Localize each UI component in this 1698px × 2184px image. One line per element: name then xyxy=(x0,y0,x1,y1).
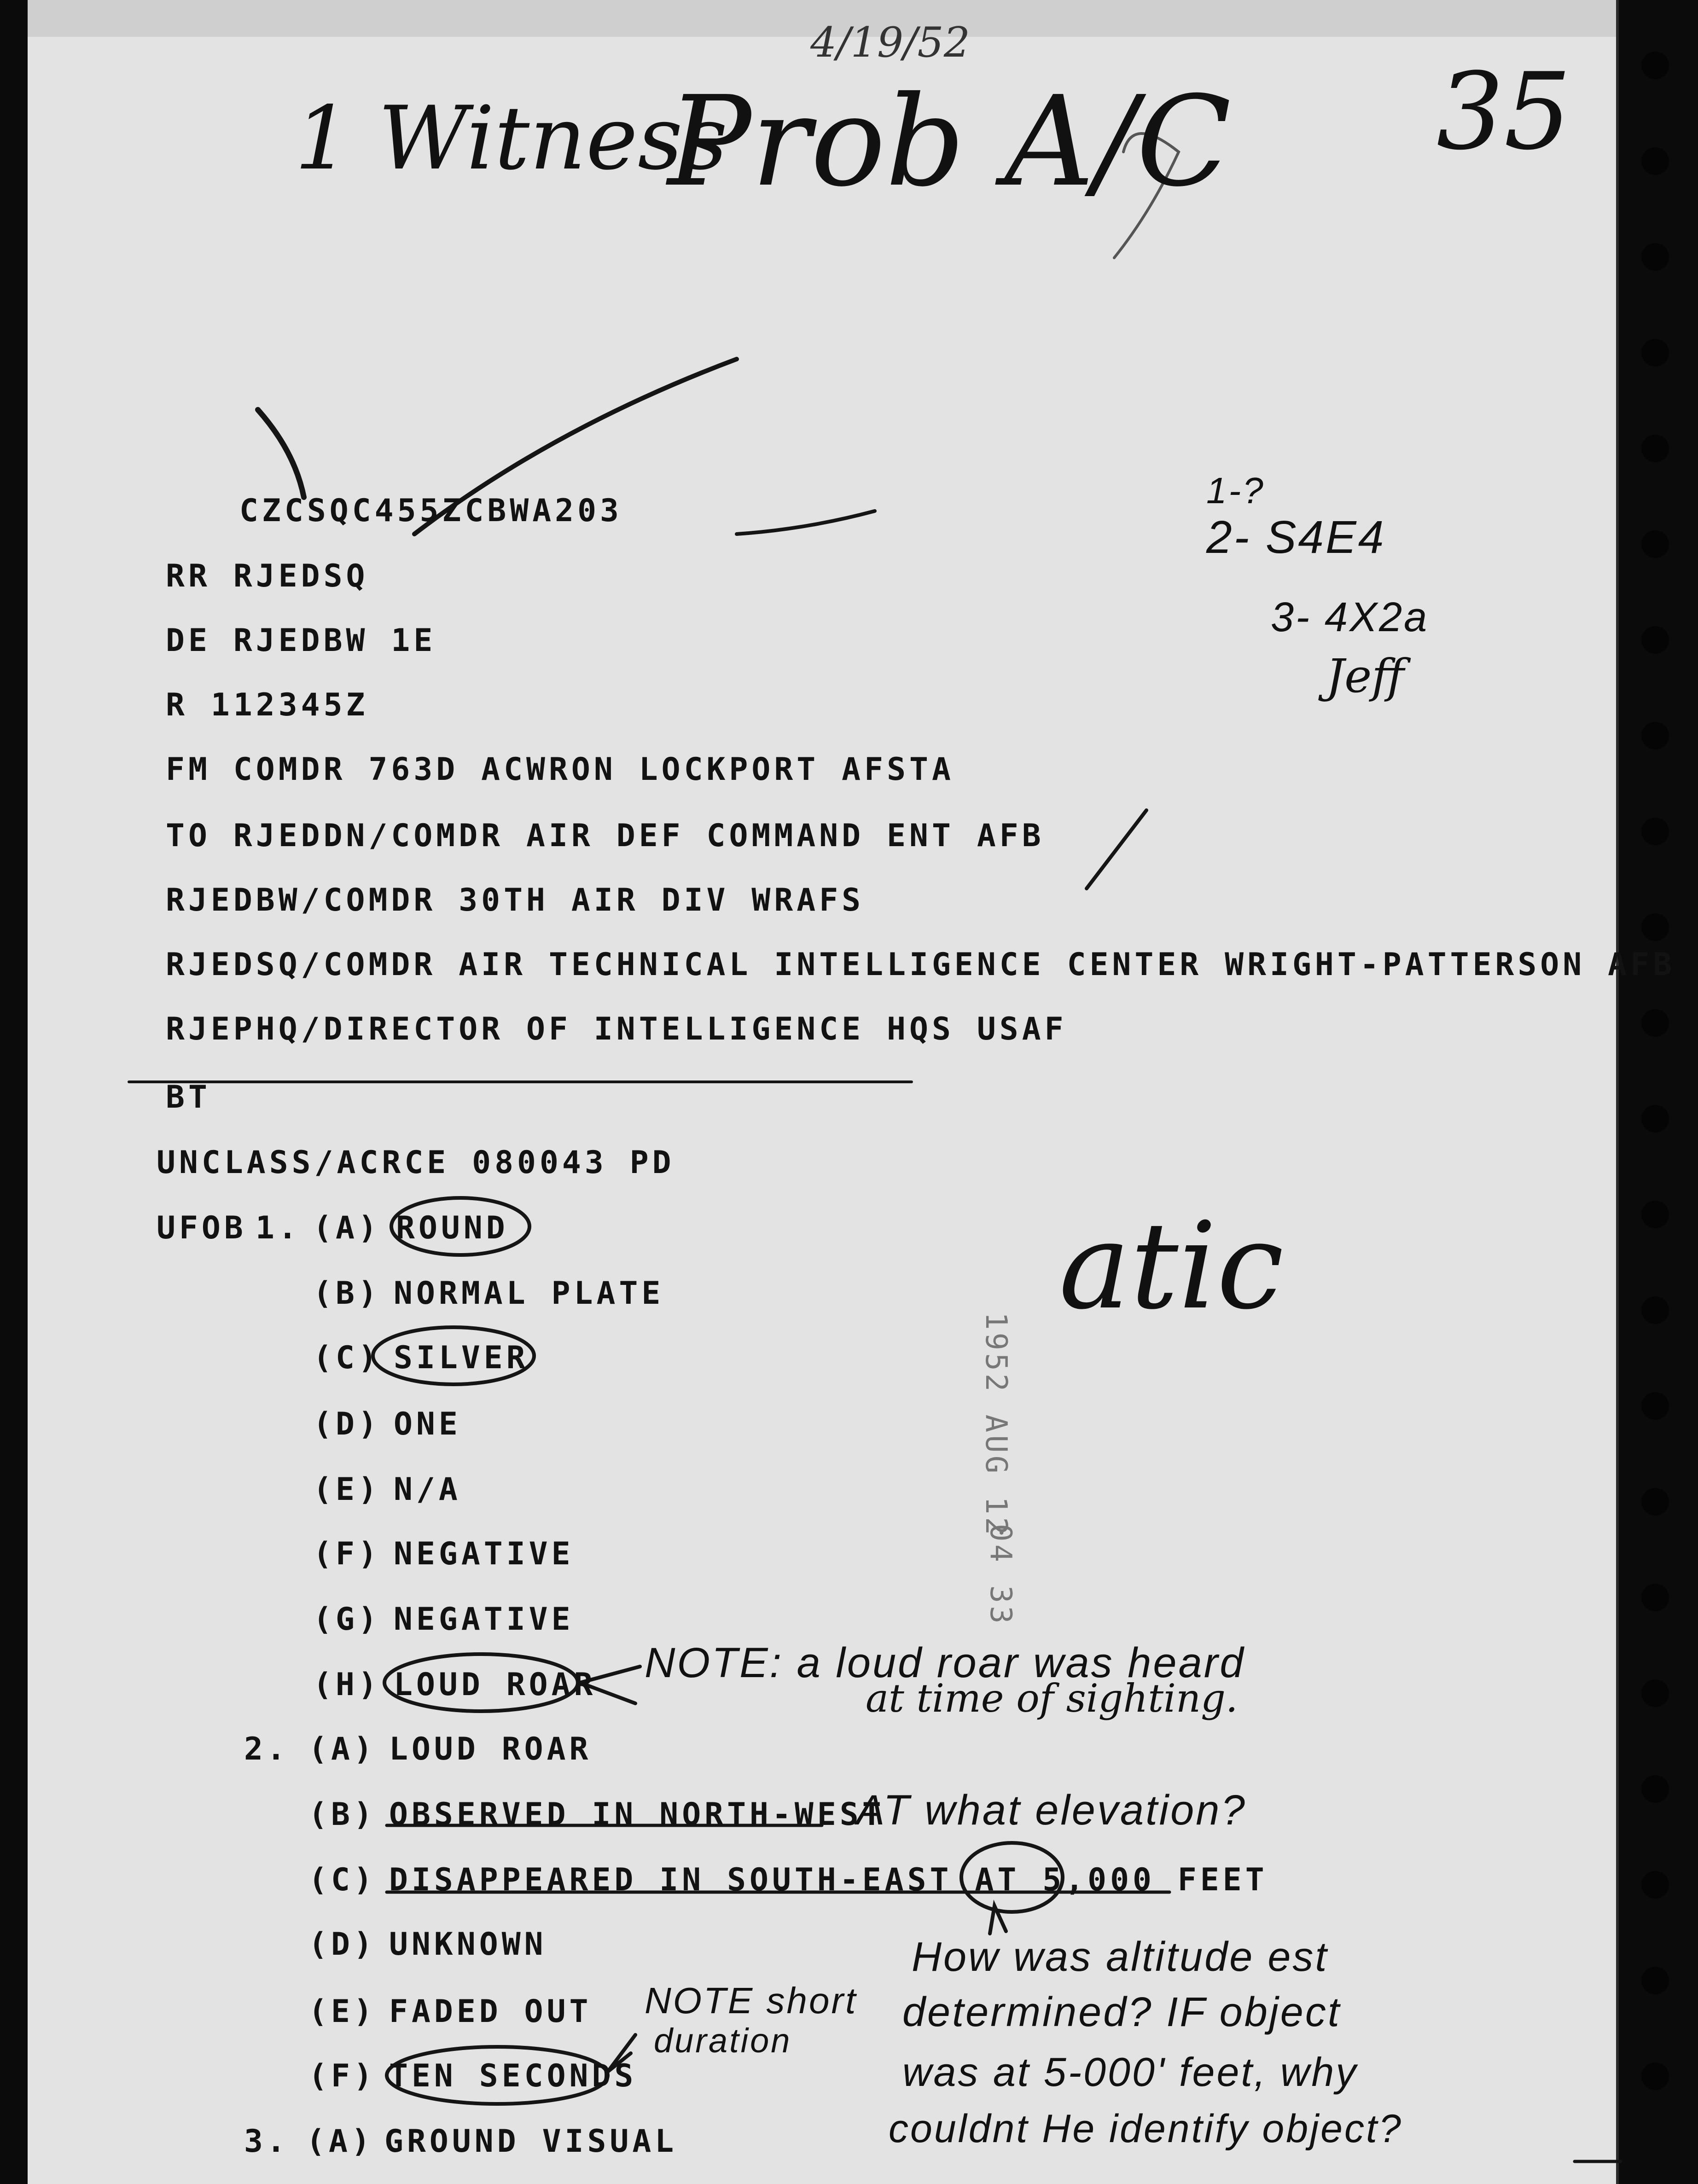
note-altitude-line-4: couldnt He identify object? xyxy=(889,2107,1403,2151)
item-2a-label: (A) xyxy=(308,1731,376,1767)
handwritten-atic: atic xyxy=(1059,1197,1284,1336)
from-line: FM COMDR 763D ACWRON LOCKPORT AFSTA xyxy=(166,751,954,788)
received-date-stamp: 1952 AUG 12 xyxy=(979,1312,1013,1538)
item-1g-value: NEGATIVE xyxy=(394,1601,574,1638)
item-1e-value: N/A xyxy=(394,1471,461,1508)
item-1d-value: ONE xyxy=(394,1406,461,1442)
handwritten-prob-ac: Prob A/C xyxy=(668,69,1232,214)
handwritten-page-number: 35 xyxy=(1436,51,1571,174)
section-2-number: 2. xyxy=(244,1731,289,1767)
handwritten-code-3: 3- 4X2a xyxy=(1271,594,1429,640)
note-short-line-2: duration xyxy=(654,2021,792,2060)
section-3-number: 3. xyxy=(244,2123,289,2160)
note-altitude-line-2: determined? IF object xyxy=(902,1989,1341,2035)
item-2d-label: (D) xyxy=(308,1926,376,1963)
item-1g-label: (G) xyxy=(313,1601,381,1638)
item-1b-label: (B) xyxy=(313,1275,381,1312)
item-3a-label: (A) xyxy=(306,2123,374,2160)
item-1f-label: (F) xyxy=(313,1536,381,1572)
item-1h-label: (H) xyxy=(313,1667,381,1703)
item-3a-value: GROUND VISUAL xyxy=(384,2123,678,2160)
item-2f-label: (F) xyxy=(308,2058,376,2094)
item-1a-value: ROUND xyxy=(396,1210,509,1246)
item-2b-value: OBSERVED IN NORTH-WEST xyxy=(389,1796,885,1833)
unclass-line: UNCLASS/ACRCE 080043 PD xyxy=(157,1144,675,1181)
item-2e-value: FADED OUT xyxy=(389,1993,592,2030)
item-2a-value: LOUD ROAR xyxy=(389,1731,592,1767)
item-1c-label: (C) xyxy=(313,1340,381,1376)
stray-pen-stroke xyxy=(1087,810,1146,889)
item-2c-label: (C) xyxy=(308,1862,376,1898)
note-short-line-1: NOTE short xyxy=(645,1980,858,2021)
handwritten-code-1: 1-? xyxy=(1206,470,1265,511)
item-1h-value: LOUD ROAR xyxy=(394,1667,597,1703)
item-2b-label: (B) xyxy=(308,1796,376,1833)
item-1d-label: (D) xyxy=(313,1406,381,1442)
item-2c-value: DISAPPEARED IN SOUTH-EAST AT 5,000 FEET xyxy=(389,1862,1268,1898)
received-time-stamp: 04 33 xyxy=(983,1524,1018,1626)
handwritten-code-2: 2- S4E4 xyxy=(1206,511,1386,563)
de-line: DE RJEDBW 1E xyxy=(166,622,436,659)
item-1a-label: (A) xyxy=(313,1210,381,1246)
note-roar-line-1: NOTE: a loud roar was heard xyxy=(645,1639,1245,1686)
note-altitude-line-1: How was altitude est xyxy=(912,1934,1329,1980)
note-altitude-line-3: was at 5-000' feet, why xyxy=(902,2049,1358,2095)
to-line-1: TO RJEDDN/COMDR AIR DEF COMMAND ENT AFB xyxy=(166,818,1045,854)
routing-line: CZCSQC455ZCBWA203 xyxy=(239,493,622,529)
note-elevation: AT what elevation? xyxy=(856,1787,1247,1834)
to-line-2: RJEDBW/COMDR 30TH AIR DIV WRAFS xyxy=(166,882,865,918)
stray-pen-stroke xyxy=(737,511,875,534)
to-line-4: RJEPHQ/DIRECTOR OF INTELLIGENCE HQS USAF xyxy=(166,1011,1067,1047)
handwritten-initials: Jeff xyxy=(1326,649,1405,703)
note-roar-line-2: at time of sighting. xyxy=(866,1676,1238,1721)
handwritten-top-fragment: 4/19/52 xyxy=(810,18,970,67)
item-1e-label: (E) xyxy=(313,1471,381,1508)
item-2f-value: TEN SECONDS xyxy=(389,2058,637,2094)
handwritten-witness: 1 Witness xyxy=(295,87,728,189)
item-1f-value: NEGATIVE xyxy=(394,1536,574,1572)
item-2d-value: UNKNOWN xyxy=(389,1926,547,1963)
bt-line: BT xyxy=(166,1079,211,1115)
section-1-number: 1. xyxy=(256,1210,301,1246)
stray-pen-stroke xyxy=(258,410,304,497)
date-time-line: R 112345Z xyxy=(166,687,369,723)
item-1c-value: SILVER xyxy=(394,1340,529,1376)
item-1b-value: NORMAL PLATE xyxy=(394,1275,664,1312)
ufob-label: UFOB xyxy=(157,1210,247,1246)
to-line-3: RJEDSQ/COMDR AIR TECHNICAL INTELLIGENCE CENTER WRIGHT-PATTERSON AFB xyxy=(166,947,1675,983)
priority-line: RR RJEDSQ xyxy=(166,558,369,594)
item-2e-label: (E) xyxy=(308,1993,376,2030)
